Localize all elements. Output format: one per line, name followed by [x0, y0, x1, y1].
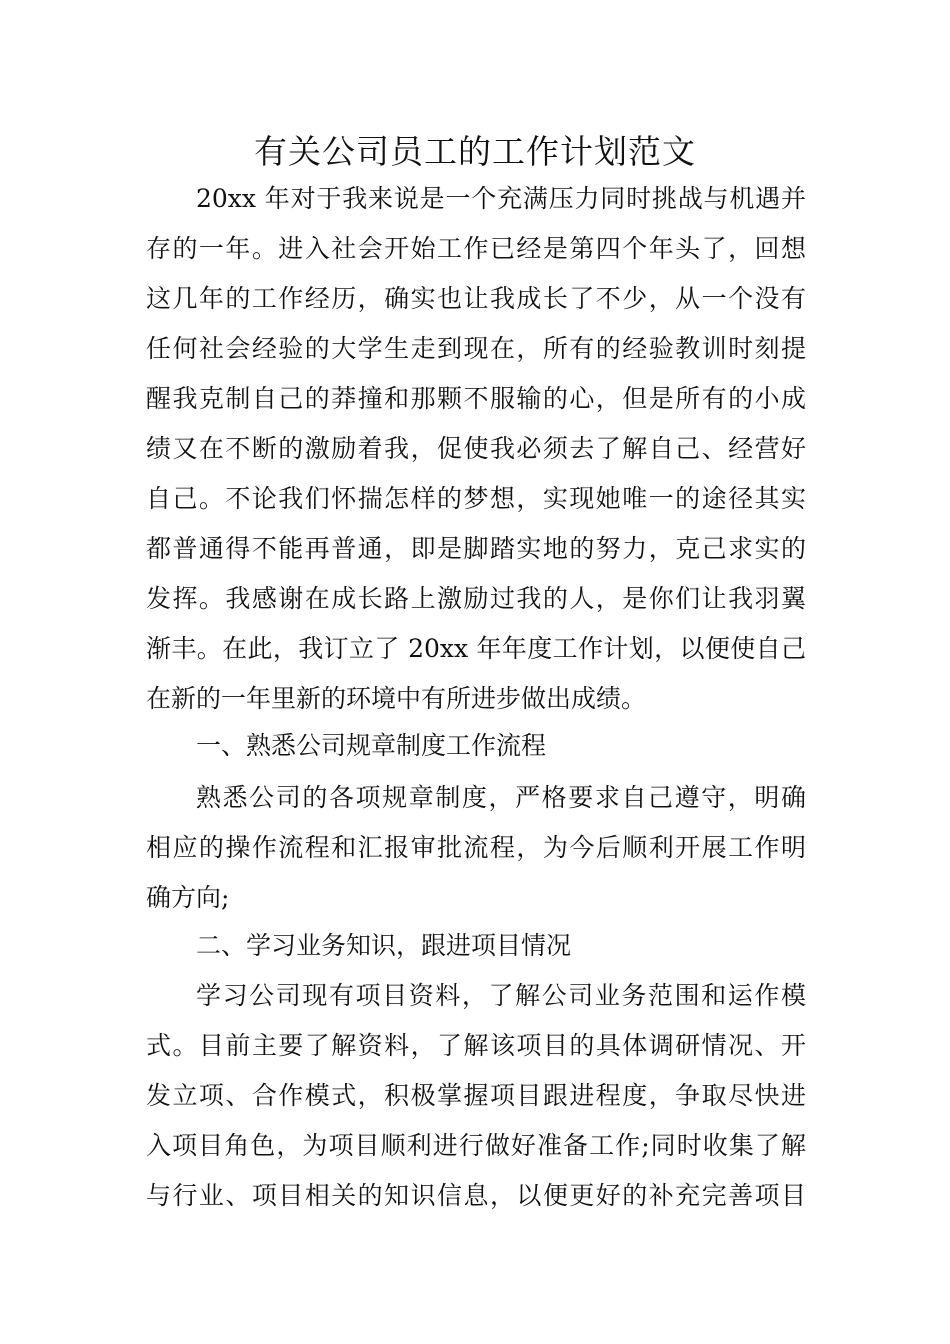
section-heading: 二、学习业务知识，跟进项目情况 — [196, 931, 572, 960]
document-title: 有关公司员工的工作计划范文 — [254, 132, 696, 171]
text-line: 发立项、合作模式，积极掌握项目跟进程度，争取尽快进 — [146, 1081, 806, 1110]
text-line: 式。目前主要了解资料，了解该项目的具体调研情况、开 — [146, 1031, 806, 1060]
text-line: 渐丰。在此，我订立了 20xx 年年度工作计划，以便使自己 — [146, 634, 806, 663]
text-line: 20xx 年对于我来说是一个充满压力同时挑战与机遇并 — [196, 184, 806, 213]
text-line: 熟悉公司的各项规章制度，严格要求自己遵守，明确 — [196, 783, 806, 812]
text-line: 都普通得不能再普通，即是脚踏实地的努力，克己求实的 — [146, 534, 806, 563]
text-line: 确方向; — [146, 883, 230, 912]
text-line: 相应的操作流程和汇报审批流程，为今后顺利开展工作明 — [146, 833, 806, 862]
text-line: 学习公司现有项目资料，了解公司业务范围和运作模 — [196, 981, 806, 1010]
text-line: 在新的一年里新的环境中有所进步做出成绩。 — [146, 684, 647, 713]
text-line: 入项目角色，为项目顺利进行做好准备工作;同时收集了解 — [146, 1131, 806, 1160]
text-line: 存的一年。进入社会开始工作已经是第四个年头了，回想 — [146, 234, 806, 263]
text-line: 这几年的工作经历，确实也让我成长了不少，从一个没有 — [146, 284, 806, 313]
text-line: 醒我克制自己的莽撞和那颗不服输的心，但是所有的小成 — [146, 384, 806, 413]
text-line: 绩又在不断的激励着我，促使我必须去了解自己、经营好 — [146, 434, 806, 463]
text-line: 发挥。我感谢在成长路上激励过我的人，是你们让我羽翼 — [146, 584, 806, 613]
section-heading: 一、熟悉公司规章制度工作流程 — [196, 731, 547, 760]
text-line: 与行业、项目相关的知识信息，以便更好的补充完善项目 — [146, 1181, 806, 1210]
text-line: 自己。不论我们怀揣怎样的梦想，实现她唯一的途径其实 — [146, 484, 806, 513]
text-line: 任何社会经验的大学生走到现在，所有的经验教训时刻提 — [146, 334, 806, 363]
